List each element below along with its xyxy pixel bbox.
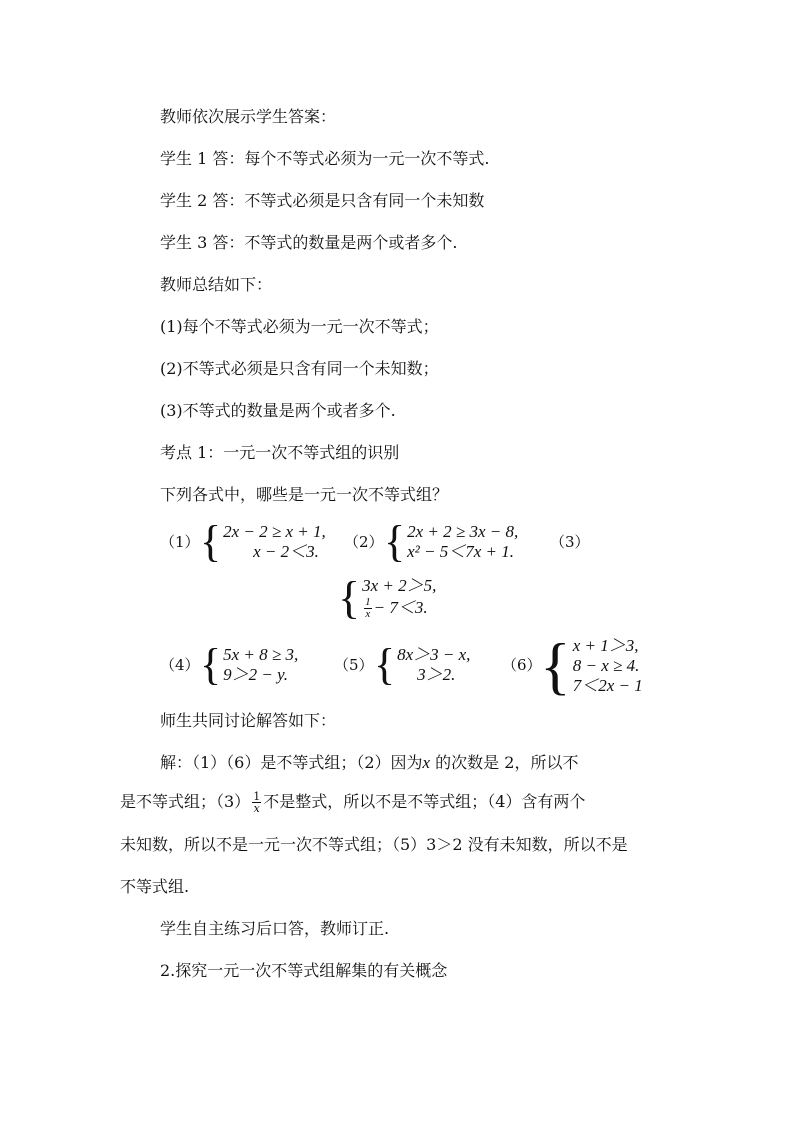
brace-icon: { [540,630,571,701]
system-4-eq-2: 9＞2 − y. [223,665,288,684]
brace-icon: { [338,572,361,623]
system-1-label: （1） [160,533,200,551]
brace-icon: { [200,640,222,689]
solution-line-3: 未知数，所以不是一元一次不等式组；（5）3＞2 没有未知数，所以不是 [120,835,628,854]
system-3 [338,572,437,623]
system-5 [374,640,471,689]
system-2-label: （2） [344,533,384,551]
system-2 [384,517,519,566]
solution-line-2-b: 不是整式，所以不是不等式组；（4）含有两个 [263,792,586,811]
system-3-eq-1: 3x + 2＞5, [362,575,437,595]
fraction [364,597,372,620]
system-5-eq-2: 3＞2. [417,665,456,684]
system-4 [200,640,299,689]
system-6-label: （6） [502,656,542,674]
system-1-eq-1: 2x − 2 ≥ x + 1, [223,522,326,541]
solution-line-4: 不等式组. [120,877,190,896]
paragraph-3: 学生 2 答：不等式必须是只含有同一个未知数 [160,191,485,210]
brace-icon: { [200,517,222,566]
system-4-label: （4） [160,656,200,674]
fraction-numerator: 1 [365,596,371,609]
system-5-eq-1: 8x＞3 − x, [397,645,471,664]
solution-line-1 [160,752,578,774]
fraction [252,791,261,814]
system-6-eq-2: 8 − x ≥ 4. [572,656,640,675]
section-heading-2: 2.探究一元一次不等式组解集的有关概念 [160,961,448,980]
system-1 [200,517,326,566]
paragraph-7: (2)不等式必须是只含有同一个未知数； [160,359,439,378]
fraction-denominator: x [253,802,260,815]
solution-line-1-a: 解：（1）（6）是不等式组；（2）因为 [160,753,423,772]
fraction-numerator: 1 [253,790,261,803]
system-3-eq-2-rest: − 7＜3. [373,597,428,617]
paragraph-5: 教师总结如下： [160,275,273,294]
brace-icon: { [374,640,396,689]
system-2-eq-2: x² − 5＜7x + 1. [407,542,515,561]
practice-note: 学生自主练习后口答，教师订正. [160,919,390,938]
system-5-label: （5） [334,656,374,674]
system-3-label: （3） [550,533,590,551]
system-6-eq-3: 7＜2x − 1 [572,676,643,695]
solution-variable: x [422,753,431,772]
paragraph-4: 学生 3 答：不等式的数量是两个或者多个. [160,233,458,252]
paragraph-8: (3)不等式的数量是两个或者多个. [160,401,396,420]
system-3-eq-2 [362,596,436,621]
system-1-eq-2: x − 2＜3. [253,542,319,561]
paragraph-2: 学生 1 答：每个不等式必须为一元一次不等式. [160,149,490,168]
paragraph-6: (1)每个不等式必须为一元一次不等式； [160,317,439,336]
system-6-eq-1: x + 1＞3, [572,636,639,655]
system-2-eq-1: 2x + 2 ≥ 3x − 8, [407,522,519,541]
system-4-eq-1: 5x + 8 ≥ 3, [223,645,299,664]
exam-point-heading: 考点 1：一元一次不等式组的识别 [160,443,400,462]
brace-icon: { [384,517,406,566]
solution-line-2 [120,791,585,814]
question-text: 下列各式中，哪些是一元一次不等式组？ [160,485,449,504]
fraction-denominator: x [365,608,371,621]
system-6 [540,630,643,701]
discussion-heading: 师生共同讨论解答如下： [160,711,337,730]
paragraph-1: 教师依次展示学生答案： [160,107,337,126]
solution-line-2-a: 是不等式组；（3） [120,792,251,811]
solution-line-1-b: 的次数是 2，所以不 [430,753,579,772]
